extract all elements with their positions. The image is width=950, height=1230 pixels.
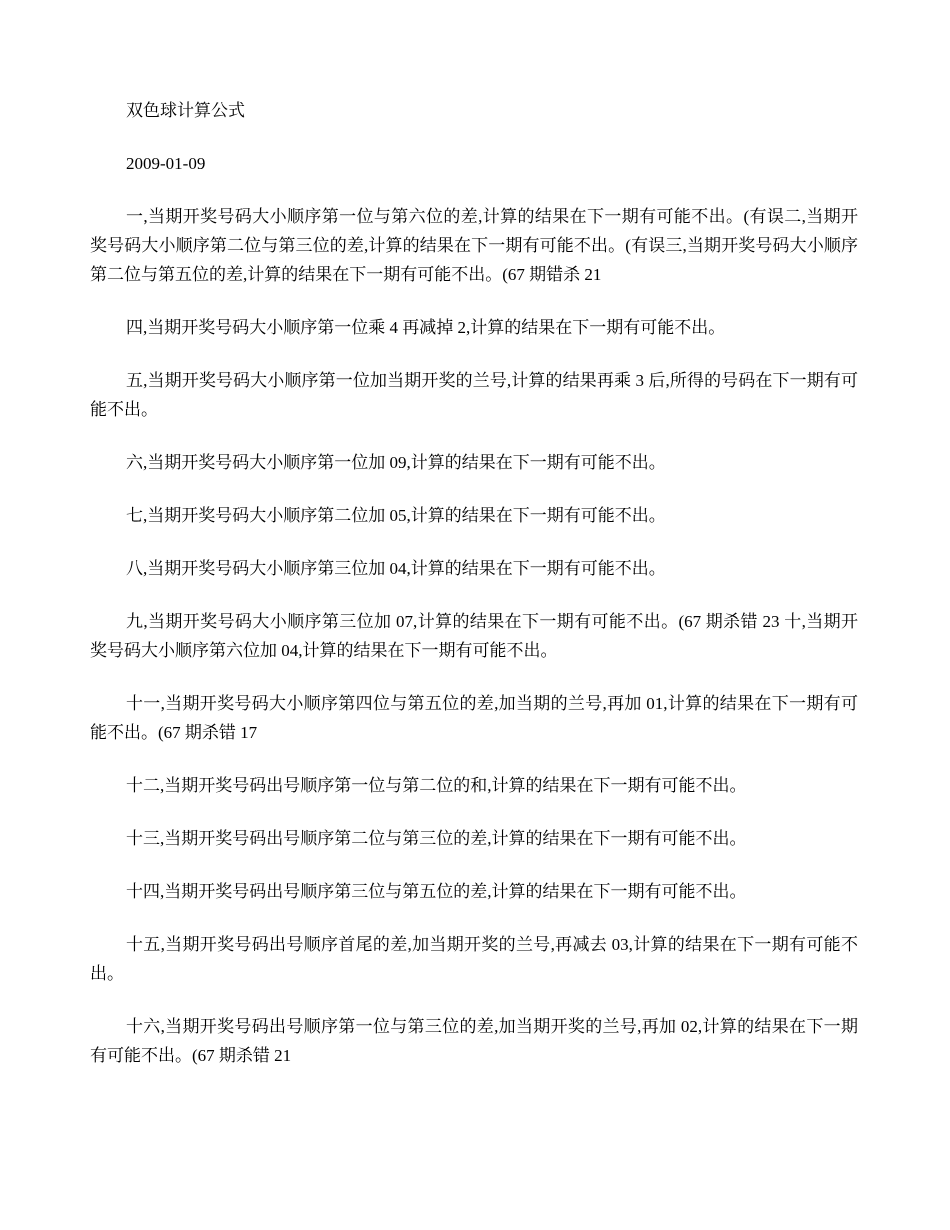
paragraph-14: 十四,当期开奖号码出号顺序第三位与第五位的差,计算的结果在下一期有可能不出。 (126, 882, 747, 901)
paragraph-1: 一,当期开奖号码大小顺序第一位与第六位的差,计算的结果在下一期有可能不出。(有误二,当期开奖号码大小顺序第二位与第三位的差,计算的结果在下一期有可能不出。(有误三,当期开奖号码大小顺序第二位与第五位的差,计算的结果在下一期有可能不出。(67 期错杀 21 (90, 207, 858, 284)
document-page (90, 96, 858, 1094)
paragraph-5: 五,当期开奖号码大小顺序第一位加当期开奖的兰号,计算的结果再乘 3 后,所得的号码在下一期有可能不出。 (90, 371, 858, 419)
paragraph-4: 四,当期开奖号码大小顺序第一位乘 4 再减掉 2,计算的结果在下一期有可能不出。 (126, 318, 726, 337)
paragraph-16: 十六,当期开奖号码出号顺序第一位与第三位的差,加当期开奖的兰号,再加 02,计算的结果在下一期有可能不出。(67 期杀错 21 (90, 1017, 858, 1065)
paragraph-9: 九,当期开奖号码大小顺序第三位加 07,计算的结果在下一期有可能不出。(67 期杀错 23 十,当期开奖号码大小顺序第六位加 04,计算的结果在下一期有可能不出。 (90, 612, 858, 660)
document-title: 双色球计算公式 (126, 101, 245, 120)
paragraph-13: 十三,当期开奖号码出号顺序第二位与第三位的差,计算的结果在下一期有可能不出。 (126, 829, 747, 848)
paragraph-7: 七,当期开奖号码大小顺序第二位加 05,计算的结果在下一期有可能不出。 (126, 506, 666, 525)
document-date: 2009-01-09 (126, 154, 206, 173)
paragraph-6: 六,当期开奖号码大小顺序第一位加 09,计算的结果在下一期有可能不出。 (126, 453, 666, 472)
paragraph-11: 十一,当期开奖号码大小顺序第四位与第五位的差,加当期的兰号,再加 01,计算的结果在下一期有可能不出。(67 期杀错 17 (90, 694, 858, 742)
paragraph-8: 八,当期开奖号码大小顺序第三位加 04,计算的结果在下一期有可能不出。 (126, 559, 666, 578)
paragraph-12: 十二,当期开奖号码出号顺序第一位与第二位的和,计算的结果在下一期有可能不出。 (126, 776, 747, 795)
paragraph-15: 十五,当期开奖号码出号顺序首尾的差,加当期开奖的兰号,再减去 03,计算的结果在下一期有可能不出。 (90, 935, 858, 983)
